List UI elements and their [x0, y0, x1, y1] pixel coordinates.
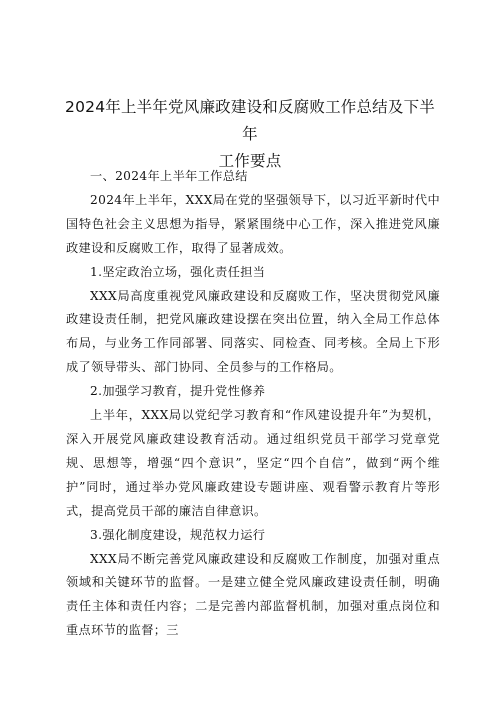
paragraph: 上半年，XXX局以党纪学习教育和“作风建设提升年”为契机，深入开展党风廉政建设教育活动。通过组织党员干部学习党章党规、思想等，增强“四个意识”，坚定“四个自信”，做到“两个维护”同时，通过举办党风廉政建设专题讲座、观看警示教育片等形式，提高党员干部的廉洁自律意识。 [66, 408, 440, 518]
subsection-heading: 1.坚定政治立场，强化责任担当 [90, 264, 266, 279]
subsection-heading: 2.加强学习教育，提升党性修养 [90, 384, 266, 399]
title-line-1: 2024年上半年党风廉政建设和反腐败工作总结及下半年 [65, 98, 435, 143]
subsection-heading: 3.强化制度建设，规范权力运行 [90, 527, 266, 542]
title-line-2: 工作要点 [218, 152, 282, 170]
section-heading: 一、2024年上半年工作总结 [90, 169, 248, 183]
paragraph: XXX局高度重视党风廉政建设和反腐败工作，坚决贯彻党风廉政建设责任制，把党风廉政建设摆在突出位置，纳入全局工作总体布局，与业务工作同部署、同落实、同检查、同考核。全局上下形成了领导带头、部门协同、全员参与的工作格局。 [66, 288, 440, 375]
paragraph: 2024年上半年，XXX局在党的坚强领导下，以习近平新时代中国特色社会主义思想为指导，紧紧围绕中心工作，深入推进党风廉政建设和反腐败工作，取得了显著成效。 [66, 192, 440, 255]
document-title [60, 94, 440, 175]
paragraph: XXX局不断完善党风廉政建设和反腐败工作制度，加强对重点领域和关键环节的监督。一是建立健全党风廉政建设责任制，明确责任主体和责任内容；二是完善内部监督机制，加强对重点岗位和重点环节的监督；三 [66, 551, 440, 638]
document-body [66, 165, 440, 643]
